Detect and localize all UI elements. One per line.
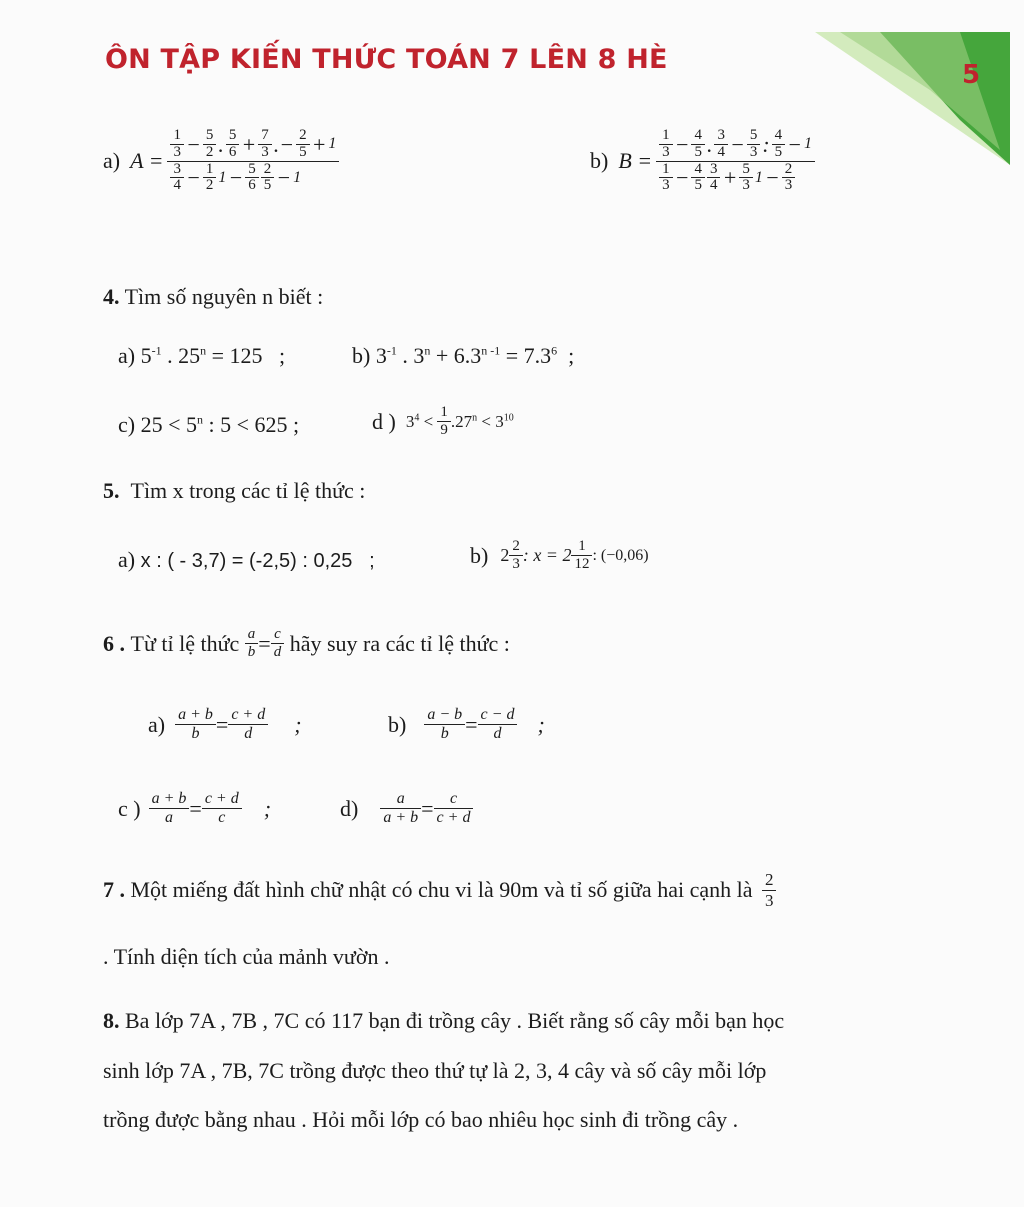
q4-heading: 4. Tìm số nguyên n biết : [103, 284, 324, 309]
q8-line3: trồng được bằng nhau . Hỏi mỗi lớp có bao nhiêu học sinh đi trồng cây . [103, 1107, 739, 1132]
q5-b: b) 2 $\frac{2}{3}$ : x = 2 $\frac{1}{12}$ : (−0,06) [470, 538, 649, 573]
page-number: 5 [962, 60, 981, 90]
page-title: ÔN TẬP KIẾN THỨC TOÁN 7 LÊN 8 HÈ [105, 44, 668, 75]
q4-c: c) $25 < 5^n$ : 5 < 625 ; [118, 412, 300, 437]
label: b) [590, 148, 609, 173]
q6-a: a) $\frac{a + b}{b}$ = $\frac{c + d}{d}$ ; [148, 706, 302, 743]
q6-c: c ) $\frac{a + b}{a}$ = $\frac{c + d}{c}$ ; [118, 790, 272, 827]
exercise-b [590, 128, 815, 194]
q5-heading: 5. Tìm x trong các tỉ lệ thức : [103, 478, 366, 503]
q7-line2: . Tính diện tích của mảnh vườn . [103, 944, 390, 969]
label: a) [103, 148, 121, 173]
q4-a: a) $5^{-1}$ . $25^n = 125$ ; [118, 343, 286, 368]
q6-heading: 6 . Từ tỉ lệ thức $\frac{a}{b}$ = $\frac{c}{d}$ hãy suy ra các tỉ lệ thức : [103, 626, 510, 661]
q4-d: d ) $3^4$ < $\frac{1}{9}$ $.27^n < 3^{10}$ [372, 404, 514, 439]
q5-a: a) x : ( - 3,7) = (-2,5) : 0,25 ; [118, 547, 375, 572]
q8-line2: sinh lớp 7A , 7B, 7C trồng được theo thứ tự là 2, 3, 4 cây và số cây mỗi lớp [103, 1058, 767, 1083]
exercise-a [103, 128, 339, 194]
q4-b: b) $3^{-1}$ . $3^n + 6.3^{n -1} = 7.3^6$ ; [352, 343, 575, 368]
main-fraction-a: $\frac{1}{3}$ − $\frac{5}{2}$ . $\frac{5}{6}$ + $\frac{7}{3}$ .− $\frac{2}{5}$ + 1 $\frac{3}{4}$ − $\frac{1}{2}$ 1 − $\frac{5}{6}$ $\frac{2}{5}$ − 1 [167, 128, 339, 194]
q6-b: b) $\frac{a - b}{b}$ = $\frac{c - d}{d}$ ; [388, 706, 545, 743]
q7-line1: 7 . Một miếng đất hình chữ nhật có chu vi là 90m và tỉ số giữa hai cạnh là $\frac{2}{3}$ [103, 870, 776, 910]
lhs: B = [618, 148, 653, 173]
q8-line1: 8. Ba lớp 7A , 7B , 7C có 117 bạn đi trồng cây . Biết rằng số cây mỗi bạn học [103, 1008, 785, 1033]
main-fraction-b: $\frac{1}{3}$ − $\frac{4}{5}$ . $\frac{3}{4}$ − $\frac{5}{3}$ : $\frac{4}{5}$ − 1 $\frac{1}{3}$ − $\frac{4}{5}$ $\frac{3}{4}$ + $\frac{5}{3}$ 1 − $\frac{2}{3}$ [656, 128, 815, 194]
lhs: A = [130, 148, 164, 173]
q6-d: d) $\frac{a}{a + b}$ = $\frac{c}{c + d}$ [340, 790, 473, 828]
